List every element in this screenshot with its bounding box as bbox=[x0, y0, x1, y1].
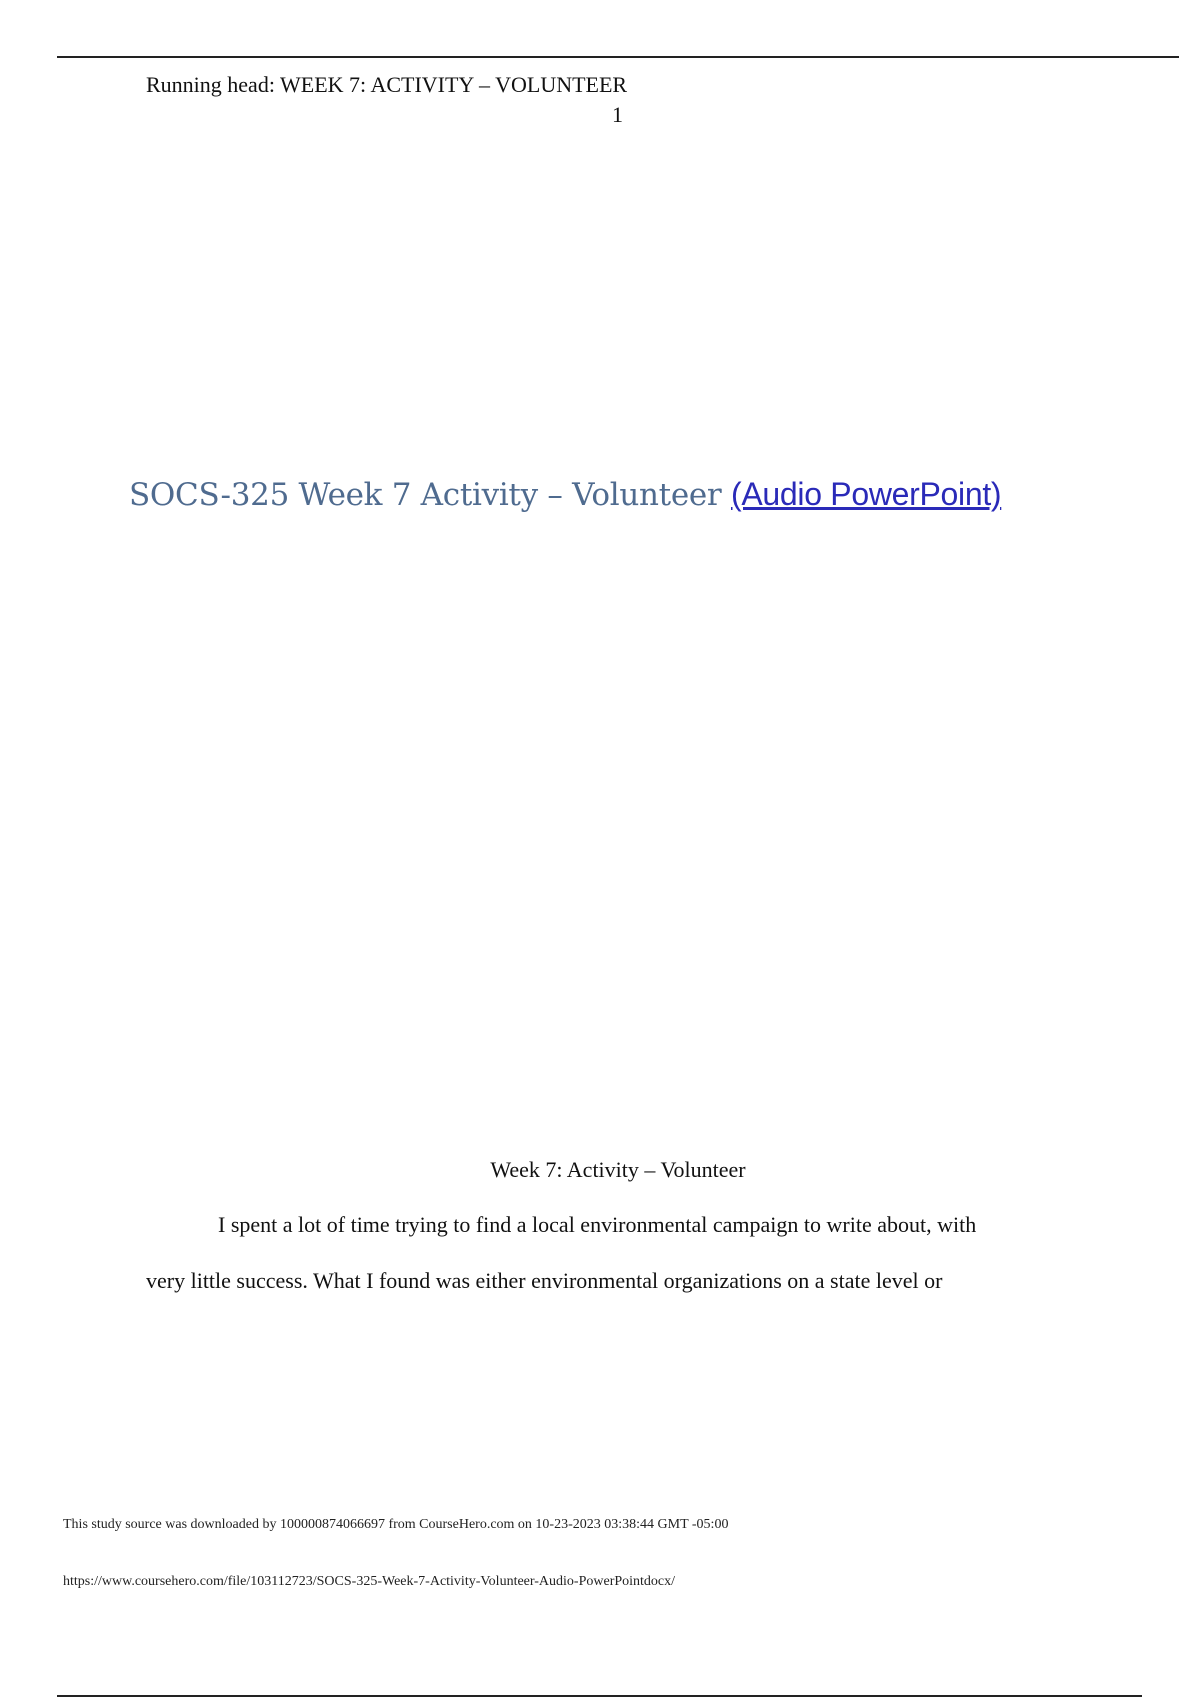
download-notice: This study source was downloaded by 100000874066697 from CourseHero.com on 10-23-2023 03:38:44 GMT -05:00 bbox=[63, 1517, 729, 1532]
top-divider bbox=[57, 56, 1179, 58]
bottom-divider bbox=[57, 1695, 1142, 1697]
document-title bbox=[129, 474, 1001, 515]
source-url[interactable]: https://www.coursehero.com/file/103112723/SOCS-325-Week-7-Activity-Volunteer-Audio-PowerPointdocx/ bbox=[63, 1574, 676, 1589]
document-title-text: SOCS-325 Week 7 Activity – Volunteer bbox=[129, 477, 722, 513]
essay-heading: Week 7: Activity – Volunteer bbox=[490, 1157, 746, 1182]
page-number: 1 bbox=[612, 102, 623, 127]
running-head: Running head: WEEK 7: ACTIVITY – VOLUNTEER bbox=[146, 72, 628, 97]
paragraph-line: very little success. What I found was either environmental organizations on a state level or bbox=[146, 1268, 943, 1293]
paragraph-line: I spent a lot of time trying to find a local environmental campaign to write about, with bbox=[218, 1212, 977, 1237]
audio-powerpoint-link[interactable]: (Audio PowerPoint) bbox=[731, 476, 1002, 512]
